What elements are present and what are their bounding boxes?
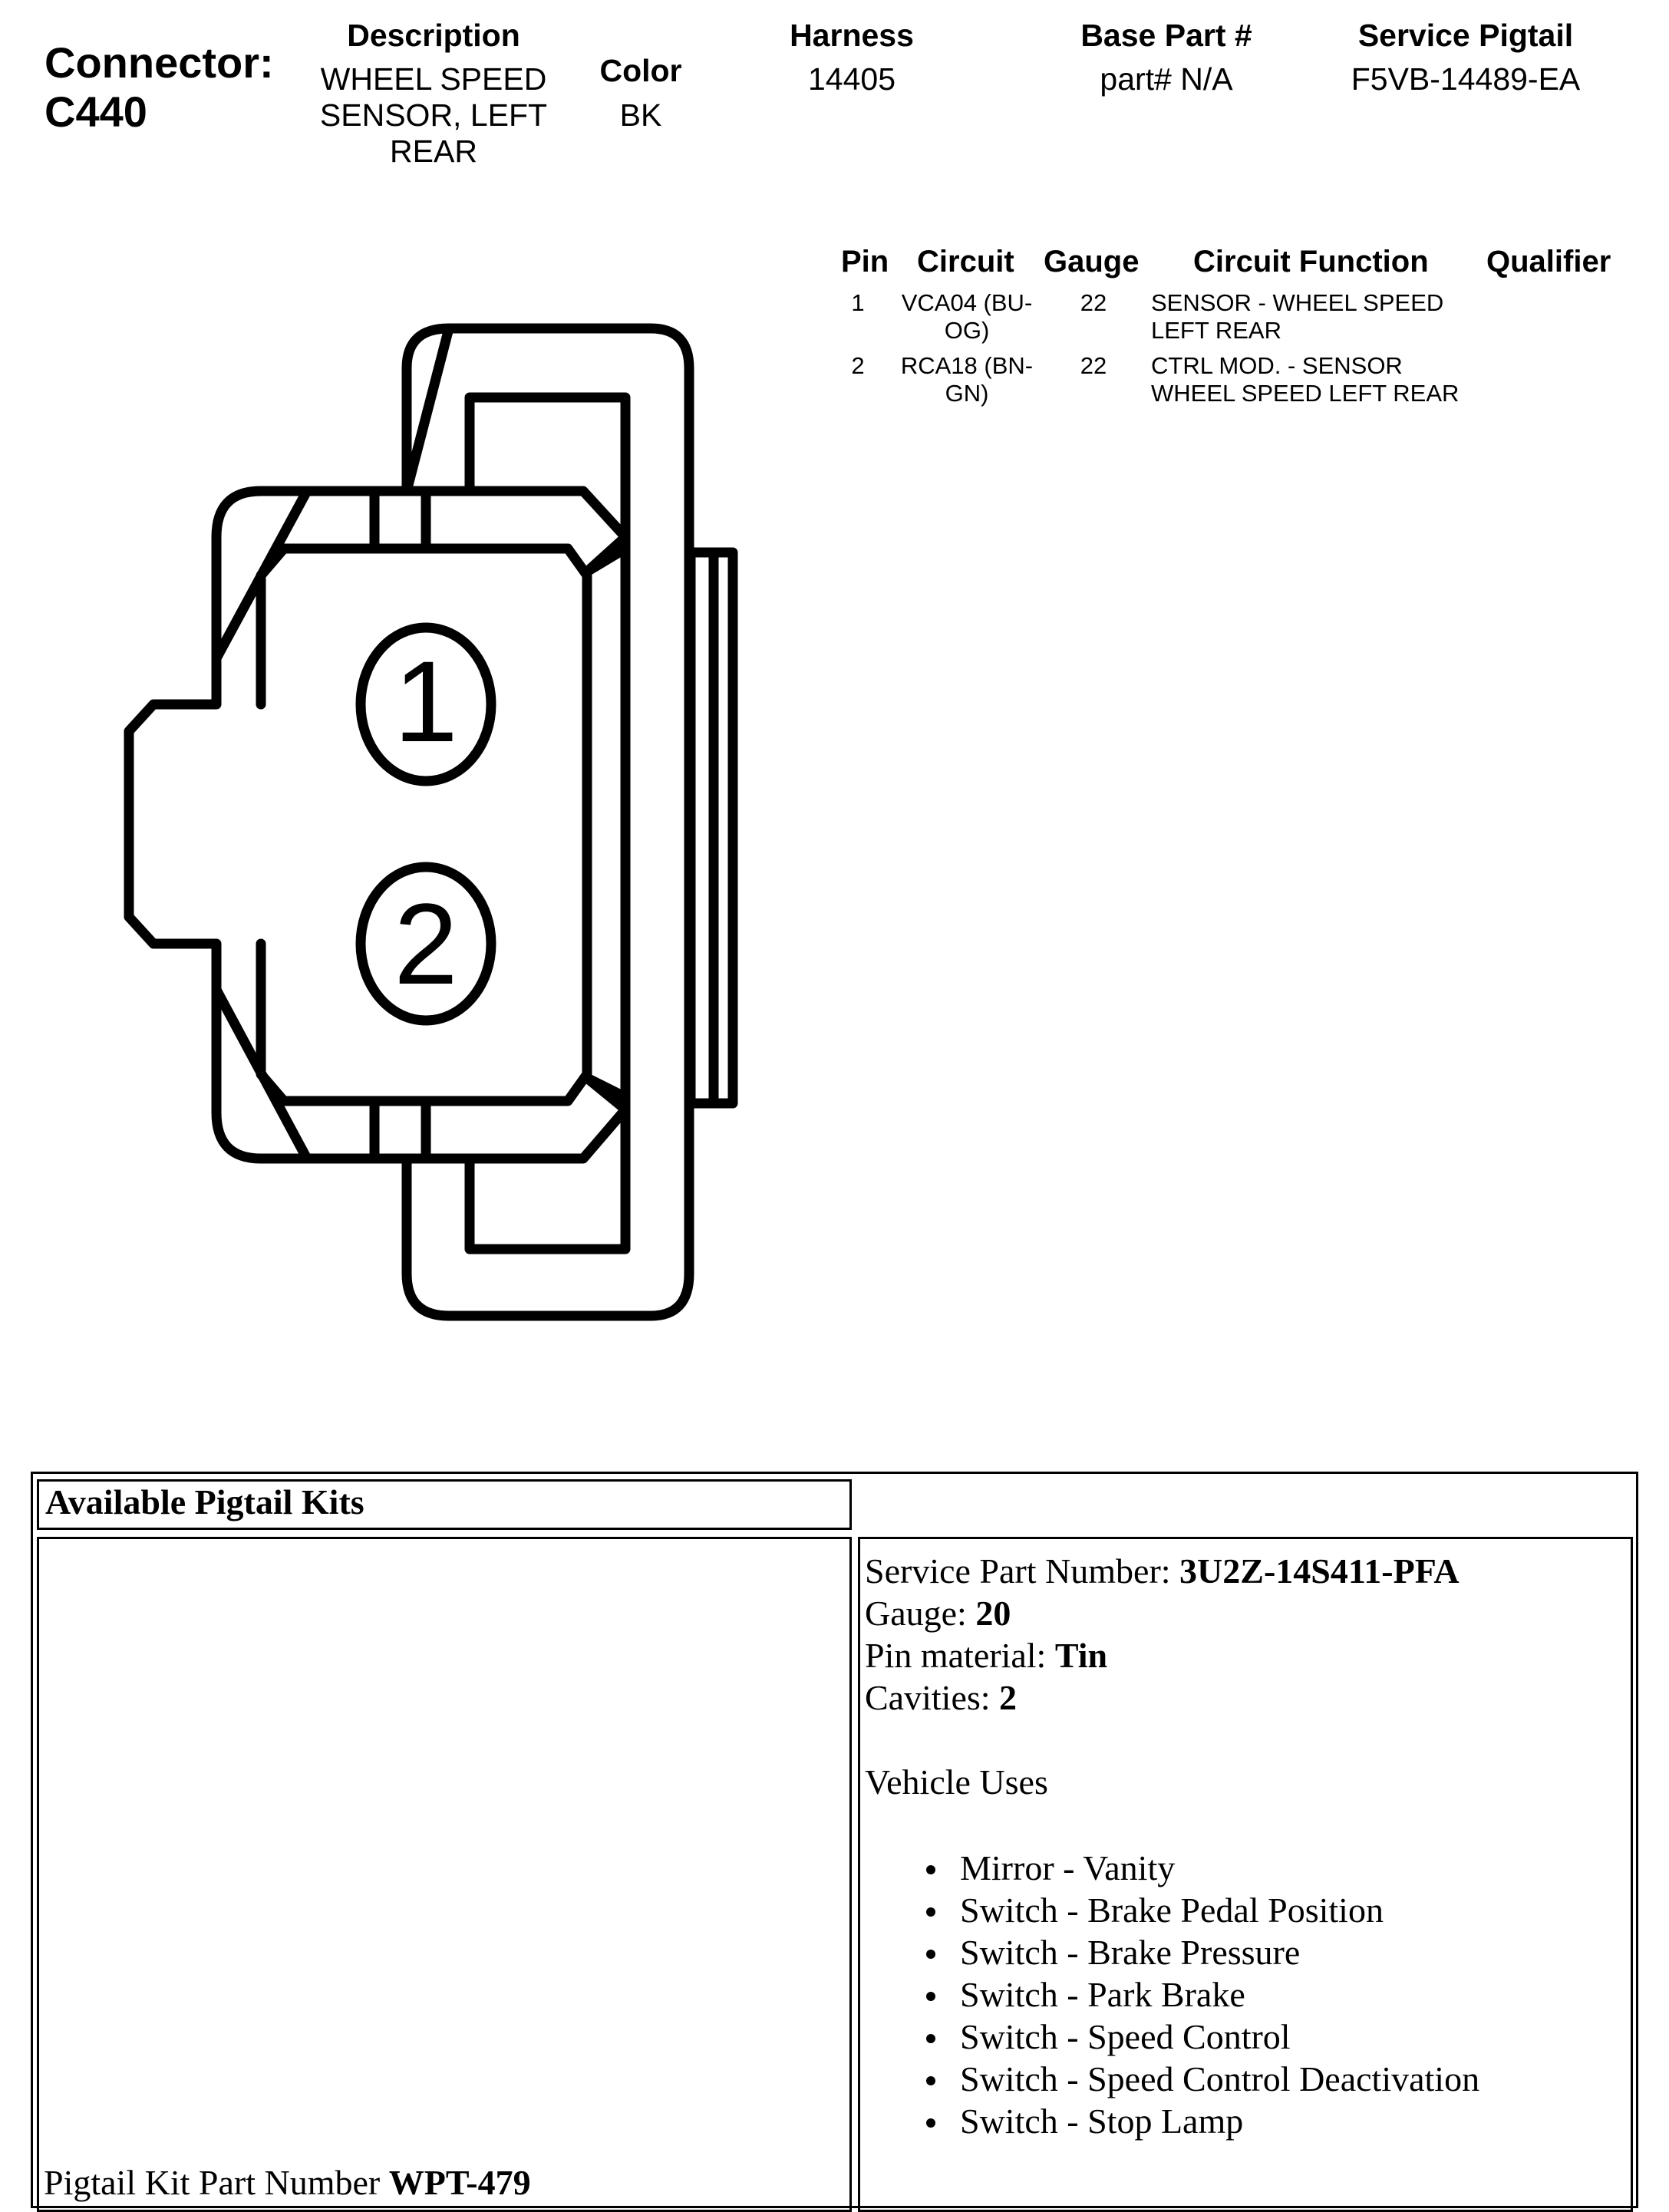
list-item	[865, 1931, 1631, 1973]
housing-body	[129, 491, 625, 1159]
cavities-line	[865, 1676, 1631, 1719]
pin-material-line	[865, 1634, 1631, 1676]
function-line: SENSOR - WHEEL SPEED	[1151, 289, 1444, 316]
pigtail-title: Available Pigtail Kits	[45, 1482, 364, 1521]
circuit-line: GN)	[945, 380, 989, 407]
bullet-icon	[926, 2034, 935, 2043]
service-part-value: 3U2Z-14S411-PFA	[1179, 1551, 1460, 1591]
gauge-value: 20	[975, 1594, 1011, 1633]
description-value	[303, 61, 564, 170]
kit-part-label: Pigtail Kit Part Number	[44, 2163, 381, 2202]
pin-number: 2	[851, 352, 865, 379]
pigtail-info-box	[858, 1537, 1633, 2212]
connector-label-block	[45, 38, 274, 137]
bullet-icon	[926, 1865, 935, 1874]
service-pigtail-header: Service Pigtail	[1357, 18, 1574, 53]
list-item-text: Switch - Park Brake	[960, 1975, 1245, 2014]
gauge-line	[865, 1592, 1631, 1634]
kit-part-number	[44, 2161, 531, 2204]
service-pigtail-value: F5VB-14489-EA	[1351, 61, 1581, 97]
function-line: CTRL MOD. - SENSOR	[1151, 352, 1403, 379]
circuit-line: RCA18 (BN-	[900, 352, 1034, 379]
pin-col-header: Pin	[841, 245, 889, 279]
list-item-text: Switch - Speed Control Deactivation	[960, 2059, 1480, 2098]
list-item	[865, 1973, 1631, 2016]
list-item-text: Switch - Brake Pressure	[960, 1933, 1301, 1972]
color-value: BK	[619, 97, 662, 133]
color-header: Color	[599, 53, 682, 88]
base-part-header: Base Part #	[1080, 18, 1252, 53]
description-line: WHEEL SPEED	[320, 61, 547, 97]
base-part-value: part# N/A	[1100, 61, 1233, 97]
description-line: SENSOR, LEFT	[319, 97, 548, 133]
description-line: REAR	[390, 134, 477, 169]
pin-label: 2	[394, 879, 458, 1008]
circuit-col-header: Circuit	[917, 245, 1014, 279]
service-part-label: Service Part Number:	[865, 1551, 1171, 1591]
pin-material-value: Tin	[1054, 1636, 1108, 1675]
connector-id: C440	[45, 87, 147, 136]
list-item	[865, 1889, 1631, 1931]
list-item	[865, 2058, 1631, 2100]
harness-value: 14405	[807, 61, 896, 97]
list-item-text: Switch - Speed Control	[960, 2017, 1291, 2056]
qualifier-col-header: Qualifier	[1486, 245, 1611, 279]
list-item	[865, 2016, 1631, 2058]
function-cell	[1151, 352, 1459, 407]
list-item	[865, 1847, 1631, 1889]
list-item-text: Mirror - Vanity	[960, 1848, 1176, 1887]
list-item-text: Switch - Brake Pedal Position	[960, 1891, 1384, 1930]
pin-material-label: Pin material:	[865, 1636, 1047, 1675]
circuit-cell	[890, 352, 1044, 407]
circuit-line: VCA04 (BU-	[901, 289, 1033, 316]
gauge-cell: 22	[1080, 352, 1107, 379]
pin-number: 1	[851, 289, 865, 316]
circuit-line: OG)	[944, 317, 990, 344]
harness-header: Harness	[790, 18, 914, 53]
service-part-line	[865, 1550, 1631, 1592]
vehicle-uses-list	[865, 1847, 1631, 2142]
bullet-icon	[926, 1950, 935, 1959]
bullet-icon	[926, 1907, 935, 1917]
function-col-header: Circuit Function	[1193, 245, 1429, 279]
gauge-col-header: Gauge	[1044, 245, 1140, 279]
bullet-icon	[926, 2118, 935, 2128]
circuit-cell	[890, 289, 1044, 344]
lock-ramp	[587, 1078, 625, 1109]
list-item-text: Switch - Stop Lamp	[960, 2102, 1244, 2141]
connector-label: Connector:	[45, 38, 274, 87]
gauge-label: Gauge:	[865, 1594, 967, 1633]
latch-loop	[407, 328, 689, 1316]
latch-inner	[470, 397, 625, 1249]
pin-label: 1	[394, 637, 458, 766]
bullet-icon	[926, 2076, 935, 2085]
cavities-label: Cavities:	[865, 1678, 991, 1717]
lock-ramp	[587, 537, 625, 572]
function-line: WHEEL SPEED LEFT REAR	[1151, 380, 1460, 407]
vehicle-uses-heading: Vehicle Uses	[865, 1762, 1048, 1802]
pigtail-title-box	[37, 1479, 852, 1530]
pigtail-kit-box	[37, 1537, 852, 2212]
bullet-icon	[926, 1992, 935, 2001]
function-line: LEFT REAR	[1151, 317, 1281, 344]
description-header: Description	[347, 18, 520, 53]
gauge-cell: 22	[1080, 289, 1107, 316]
function-cell	[1151, 289, 1443, 344]
connector-face-diagram	[115, 315, 752, 1335]
kit-part-value: WPT-479	[388, 2163, 531, 2202]
cavities-value: 2	[999, 1678, 1018, 1717]
list-item	[865, 2100, 1631, 2142]
